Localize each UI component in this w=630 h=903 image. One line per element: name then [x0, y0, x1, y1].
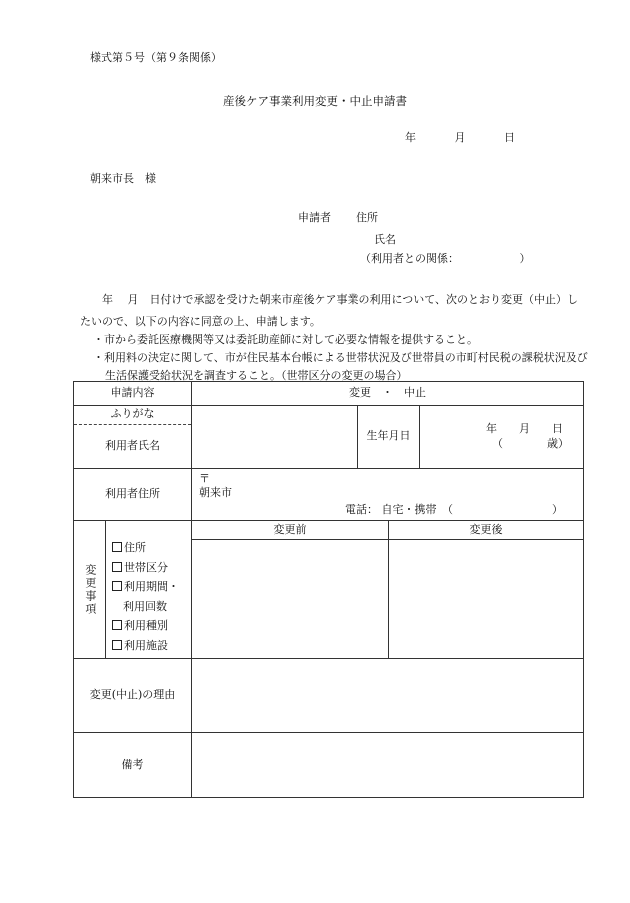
request-option-change-stop[interactable]: 変更 ・ 中止 [349, 386, 426, 400]
before-change-field[interactable] [192, 540, 388, 658]
city-name: 朝来市 [199, 486, 232, 499]
phone-line: 電話： 自宅・携帯 （ ） [345, 503, 563, 516]
checkbox-address[interactable]: 住所 [112, 538, 179, 558]
checkbox-icon [112, 542, 122, 552]
before-change-header: 変更前 [273, 522, 307, 536]
checkbox-type[interactable]: 利用種別 [112, 616, 179, 636]
change-items-checklist [112, 538, 179, 655]
form-number: 様式第５号（第９条関係） [90, 51, 222, 64]
intro-text: 年 月 日付けで承認を受けた朝来市産後ケア事業の利用について、次のとおり変更（中止）したいので、以下の内容に同意の上、申請します。 [80, 293, 579, 328]
checkbox-household[interactable]: 世帯区分 [112, 558, 179, 578]
date-day: 日 [504, 131, 515, 144]
user-address-label: 利用者住所 [105, 487, 160, 501]
reason-field[interactable] [192, 659, 583, 732]
age-value: （ 歳） [492, 436, 569, 450]
furigana-field[interactable] [192, 405, 357, 424]
user-address-field[interactable] [192, 469, 583, 520]
checkbox-icon [112, 640, 122, 650]
consent-list [93, 331, 593, 385]
checkbox-icon [112, 562, 122, 572]
applicant-address-label: 住所 [356, 211, 378, 224]
date-line [405, 131, 515, 146]
consent-item: ・市から委託医療機関等又は委託助産師に対して必要な情報を提供すること。 [93, 333, 478, 346]
applicant-relationship: （利用者との関係： ） [360, 252, 531, 265]
application-form-table [73, 381, 584, 798]
remarks-label: 備考 [121, 757, 144, 771]
document-title: 産後ケア事業利用変更・中止申請書 [223, 94, 407, 108]
date-month: 月 [454, 131, 466, 144]
applicant-label: 申請者 [298, 211, 331, 224]
checkbox-icon [112, 581, 122, 591]
postal-mark: 〒 [199, 472, 210, 485]
checkbox-facility[interactable]: 利用施設 [112, 636, 179, 656]
addressee: 朝来市長 様 [90, 172, 156, 185]
request-label: 申請内容 [110, 386, 155, 400]
after-change-header: 変更後 [469, 522, 503, 536]
checkbox-icon [112, 620, 122, 630]
user-name-field[interactable] [192, 425, 357, 468]
remarks-field[interactable] [192, 733, 583, 797]
change-items-label: 変更事項 [83, 563, 97, 616]
date-year: 年 [405, 131, 416, 144]
furigana-label: ふりがな [110, 407, 155, 421]
applicant-name-label: 氏名 [374, 233, 396, 246]
reason-label: 変更(中止)の理由 [89, 688, 176, 702]
birth-date-label: 生年月日 [366, 429, 411, 443]
user-name-label: 利用者氏名 [105, 439, 160, 453]
birth-date-value: 年 月 日 [486, 421, 563, 435]
checkbox-period[interactable]: 利用期間・ [112, 577, 179, 597]
checkbox-period-line2: 利用回数 [123, 599, 167, 613]
after-change-field[interactable] [389, 540, 583, 658]
consent-item: ・利用料の決定に関して、市が住民基本台帳による世帯状況及び世帯員の市町村民税の課税状況及び生活保護受給状況を調査すること。（世帯区分の変更の場合） [93, 351, 588, 382]
birth-date-field[interactable] [420, 405, 583, 468]
